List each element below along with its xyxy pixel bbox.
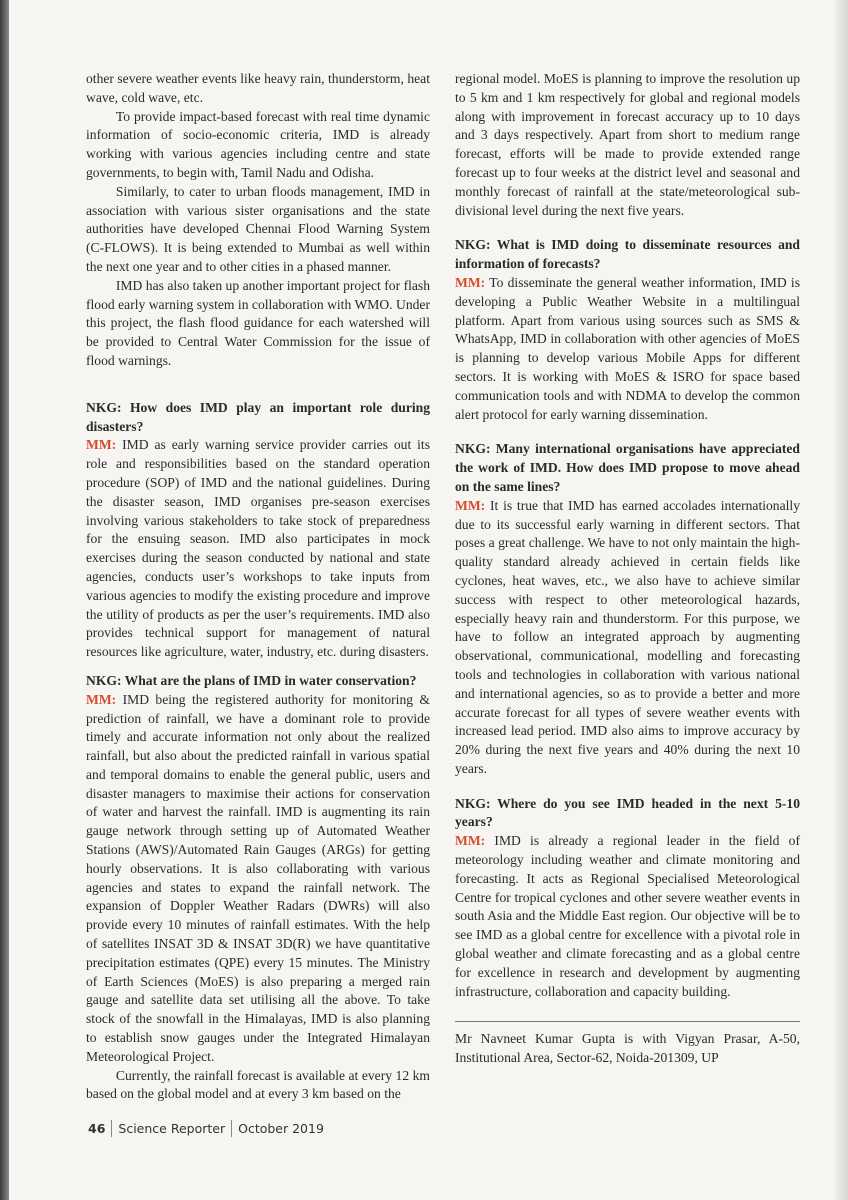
question-heading: NKG: Many international organisations have appreciated the work of IMD. How does IMD propose to move ahead on the same lines?: [455, 441, 800, 494]
speaker-label: MM:: [455, 497, 486, 513]
paragraph: To provide impact-based forecast with real time dynamic information of socio-economic criteria, IMD is already working with various agencies including centre and state governments, to begin with, Tamil Nadu and Odisha.: [86, 108, 430, 180]
scan-edge: [0, 0, 9, 1200]
question-heading: NKG: What are the plans of IMD in water conservation?: [86, 672, 417, 688]
question-heading: NKG: What is IMD doing to disseminate resources and information of forecasts?: [455, 237, 800, 272]
answer: [455, 832, 800, 1001]
paragraph: other severe weather events like heavy rain, thunderstorm, heat wave, cold wave, etc.: [86, 71, 430, 105]
answer-text: To disseminate the general weather information, IMD is developing a Public Weather Website in a multilingual platform. Apart from various using sources such as SMS & WhatsApp, IMD in collaboration with other agencies of MoES is planning to develop various Mobile Apps for different sectors. It is working with MoES & ISRO for space based communication tools and with NDMA to develop the common alert protocol for early warning dissemination.: [455, 274, 800, 422]
issue-date: October 2019: [238, 1121, 324, 1136]
speaker-label: MM:: [86, 691, 117, 707]
divider: [111, 1120, 112, 1137]
page-number: 46: [88, 1121, 106, 1136]
question-heading: NKG: How does IMD play an important role during disasters?: [86, 399, 430, 434]
answer-text: It is true that IMD has earned accolades internationally due to its successful early warning in different sectors. That poses a great challenge. We have to not only maintain the high-quality standard already achieved in certain fields like cyclones, heat waves, etc., we also have to achieve similar success with respect to other meteorological hazards, especially heavy rain and thunderstorm. For this purpose, we have to follow an integrated approach by augmenting observational, communicational, modelling and forecasting tools and technologies in collaboration with various national and international agencies, so as to provide a better and more accurate forecast for all types of severe weather events with increased lead period. IMD also aims to improve accuracy by 20% during the next five years and 40% during the next 10 years.: [455, 497, 800, 776]
answer: [86, 436, 430, 662]
speaker-label: MM:: [86, 437, 117, 453]
page-footer: [88, 1120, 324, 1137]
divider: [455, 1021, 800, 1022]
page-shadow: [834, 0, 848, 1200]
speaker-label: MM:: [455, 274, 486, 290]
right-column: [455, 70, 800, 1068]
answer: [455, 497, 800, 779]
answer: [86, 691, 430, 1067]
question-heading: NKG: Where do you see IMD headed in the next 5-10 years?: [455, 795, 800, 830]
magazine-name: Science Reporter: [118, 1121, 226, 1136]
answer-text: IMD is already a regional leader in the field of meteorology including weather and climate monitoring and forecasting. It acts as Regional Specialised Meteorological Centre for tropical cyclones and other severe weather events in south Asia and the Middle East region. Our objective will be to see IMD as a global centre for excellence with a pivotal role in global weather and climate forecasting and as a global centre for excellence in research and development by augmenting infrastructure, collaboration and capacity building.: [455, 833, 800, 999]
answer-text: IMD as early warning service provider carries out its role and responsibilities based on the standard operation procedure (SOP) of IMD and the national guidelines. During the disaster season, IMD organises pre-season exercises involving various stakeholders to take stock of preparedness for the ensuing season. IMD also participates in mock exercises during the season conducted by national and state agencies, conducts user’s workshops to take inputs from various agencies to modify the existing procedure and improve the utility of products as per the user’s requirements. IMD also provides technical support for management of natural resources like agriculture, water, industry, etc. during disasters.: [86, 437, 430, 660]
divider: [231, 1120, 232, 1137]
paragraph: Similarly, to cater to urban floods management, IMD in association with various sister organisations and the state authorities have developed Chennai Flood Warning System (C-FLOWS). It is being extended to Mumbai as well within the next one year and to other cities in a phased manner.: [86, 183, 430, 274]
author-bio: Mr Navneet Kumar Gupta is with Vigyan Prasar, A-50, Institutional Area, Sector-62, Noida-201309, UP: [455, 1031, 800, 1066]
speaker-label: MM:: [455, 833, 486, 849]
paragraph: regional model. MoES is planning to improve the resolution up to 5 km and 1 km respectively for global and regional models along with improvement in forecast accuracy up to 10 days and 3 days respectively. Apart from short to medium range forecast, efforts will be made to provide extended range forecast up to four weeks at the district level and seasonal and monthly forecast of rainfall at the state/meteorological sub-divisional level during the next five years.: [455, 71, 800, 218]
answer: [455, 274, 800, 424]
answer-text: IMD being the registered authority for monitoring & prediction of rainfall, we have a dominant role to provide timely and accurate information not only about the realized rainfall, but also about the predicted rainfall in various spatial and temporal domains to enable the general public, users and disaster managers to maximise their actions for conservation of water and harvest the rainfall. IMD is augmenting its rain gauge network through setting up of Automated Weather Stations (AWS)/Automated Rain Gauges (ARGs) for getting hourly observations. It is also collaborating with various agencies and states to expand the rainfall network. The expansion of Doppler Weather Radars (DWRs) will also provide every 10 minutes of rainfall estimates. With the help of satellites INSAT 3D & INSAT 3D(R) we have quantitative precipitation estimates (QPE) every 15 minutes. The Ministry of Earth Sciences (MoES) is also preparing a merged rain gauge and satellite data set utilising all the above. To take stock of the snowfall in the Himalayas, IMD is also planning to establish snow gauges under the Integrated Himalayan Meteorological Project.: [86, 691, 430, 1064]
paragraph: Currently, the rainfall forecast is available at every 12 km based on the global model and at every 3 km based on the: [86, 1067, 430, 1102]
left-column: [86, 70, 430, 1104]
paragraph: IMD has also taken up another important project for flash flood early warning system in collaboration with WMO. Under this project, the flash flood guidance for each watershed will be provided to Central Water Commission for the issue of flood warnings.: [86, 277, 430, 368]
